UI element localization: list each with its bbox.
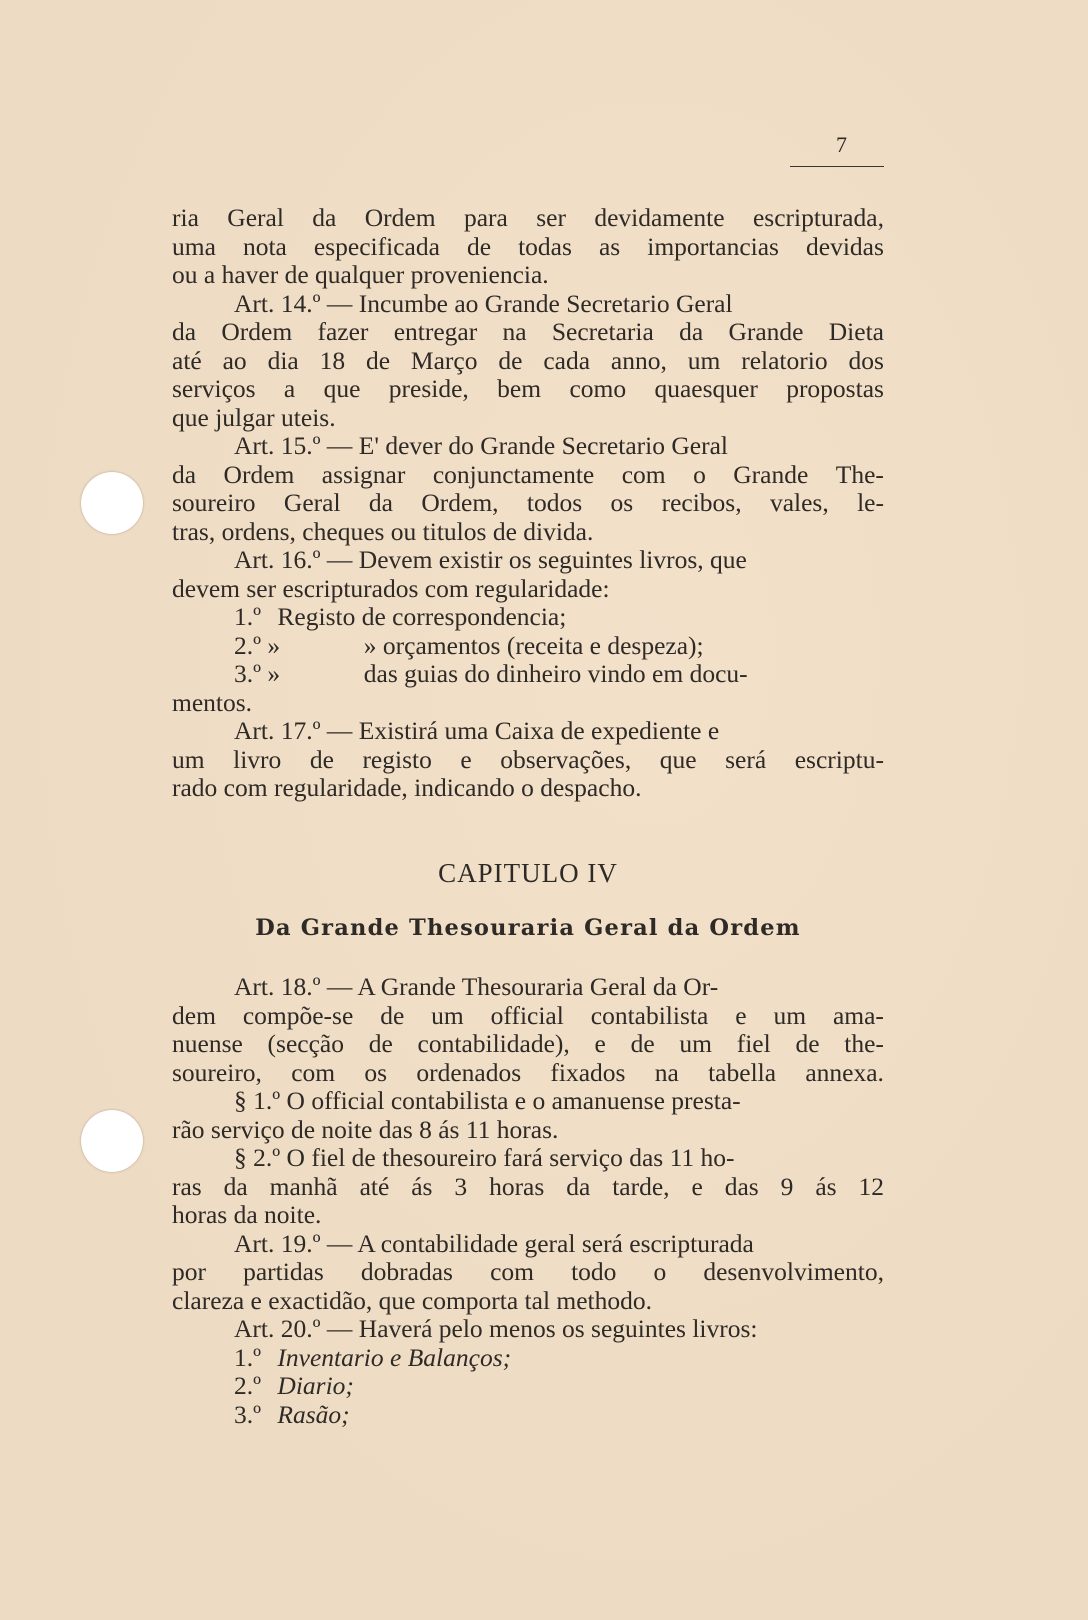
paragraph-2-line: § 2.º O fiel de thesoureiro fará serviço das 11 ho- (234, 1143, 735, 1172)
text-line: tras, ordens, cheques ou titulos de divida. (172, 516, 594, 546)
article-17-line: Art. 17.º — Existirá uma Caixa de expediente e (234, 716, 720, 745)
text-line: da Ordem assignar conjunctamente com o Grande The- (172, 459, 884, 489)
ditto-mark: » (267, 630, 281, 660)
text-line: um livro de registo e observações, que será escriptu- (172, 744, 884, 774)
list-item-text: Registo de correspondencia; (277, 602, 567, 631)
binder-hole-bottom (81, 1110, 143, 1172)
list-item-text: » orçamentos (receita e despeza); (363, 630, 704, 660)
text-line: horas da noite. (172, 1200, 322, 1229)
article-18-line: Art. 18.º — A Grande Thesouraria Geral da Or- (234, 972, 719, 1001)
bottom-text-block (172, 973, 884, 1429)
text-line: clareza e exactidão, que comporta tal methodo. (172, 1285, 653, 1315)
list-item (172, 632, 884, 661)
text-line: por partidas dobradas com todo o desenvolvimento, (172, 1257, 884, 1286)
list-item (172, 1372, 884, 1401)
text-line: mentos. (172, 687, 253, 717)
list-item-text: Diario; (277, 1371, 354, 1400)
list-item-text: Rasão; (277, 1399, 350, 1429)
list-item (172, 1344, 884, 1373)
text-line: nuense (secção de contabilidade), e de um fiel de the- (172, 1029, 884, 1058)
article-15-line: Art. 15.º — E' dever do Grande Secretario Geral (234, 431, 728, 460)
list-item-number: 3.º (234, 659, 262, 688)
text-line: ria Geral da Ordem para ser devidamente escripturada, (172, 203, 884, 232)
text-line: ras da manhã até ás 3 horas da tarde, e das 9 ás 12 (172, 1171, 884, 1201)
page-number-rule (790, 166, 884, 167)
text-line: rão serviço de noite das 8 ás 11 horas. (172, 1114, 559, 1144)
text-line: uma nota especificada de todas as importancias devidas (172, 231, 884, 261)
text-line: soureiro, com os ordenados fixados na tabella annexa. (172, 1057, 884, 1087)
list-item-number: 3.º (234, 1399, 262, 1429)
page-number: 7 (836, 132, 848, 157)
ditto-mark: » (267, 659, 281, 688)
list-item (172, 660, 884, 689)
article-14-line: Art. 14.º — Incumbe ao Grande Secretario Geral (234, 288, 733, 318)
text-line: até ao dia 18 de Março de cada anno, um relatorio dos (172, 345, 884, 375)
article-19-line: Art. 19.º — A contabilidade geral será escripturada (234, 1228, 754, 1258)
list-item-text: das guias do dinheiro vindo em docu- (363, 659, 748, 688)
list-item-number: 2.º (234, 630, 262, 660)
text-line: ou a haver de qualquer proveniencia. (172, 260, 549, 289)
section-title: Da Grande Thesouraria Geral da Ordem (255, 915, 801, 941)
text-line: que julgar uteis. (172, 402, 336, 432)
article-20-line: Art. 20.º — Haverá pelo menos os seguintes livros: (234, 1314, 758, 1343)
text-line: rado com regularidade, indicando o despacho. (172, 773, 642, 802)
text-line: dem compõe-se de um official contabilista e um ama- (172, 1000, 884, 1030)
text-line: serviços a que preside, bem como quaesquer propostas (172, 374, 884, 403)
top-text-block (172, 204, 884, 803)
list-item (172, 1401, 884, 1430)
text-line: devem ser escripturados com regularidade: (172, 573, 610, 603)
text-line: soureiro Geral da Ordem, todos os recibos, vales, le- (172, 488, 884, 517)
list-item-number: 1.º (234, 1342, 262, 1372)
paragraph-1-line: § 1.º O official contabilista e o amanuense presta- (234, 1086, 741, 1115)
chapter-heading: CAPITULO IV (438, 858, 618, 888)
binder-hole-top (81, 472, 143, 534)
list-item-number: 1.º (234, 602, 262, 631)
list-item (172, 603, 884, 632)
list-item-text: Inventario e Balanços; (277, 1342, 512, 1372)
article-16-line: Art. 16.º — Devem existir os seguintes livros, que (234, 545, 747, 574)
text-line: da Ordem fazer entregar na Secretaria da Grande Dieta (172, 317, 884, 346)
list-item-number: 2.º (234, 1371, 262, 1400)
